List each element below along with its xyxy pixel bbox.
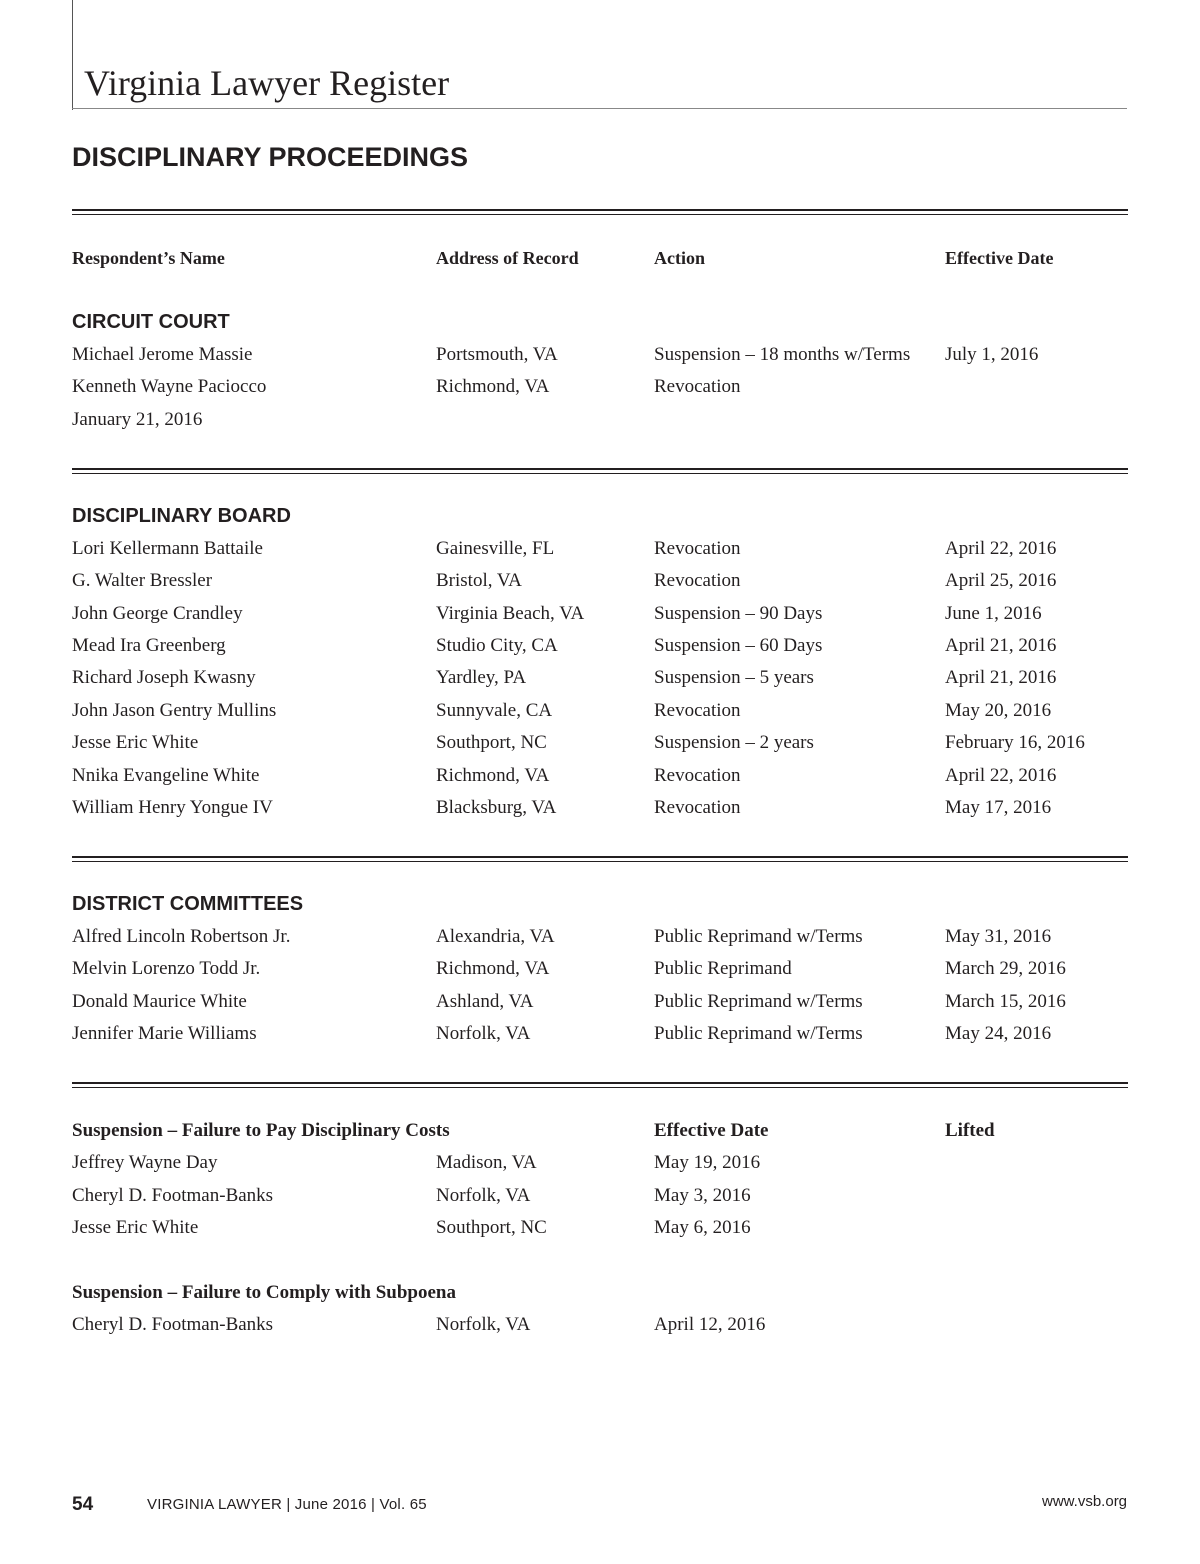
table-cell-name: William Henry Yongue IV [72, 797, 273, 818]
website-url: www.vsb.org [1042, 1493, 1128, 1510]
table-cell-date: April 25, 2016 [945, 570, 1057, 591]
table-cell-address: Studio City, CA [436, 635, 558, 656]
table-cell-date: May 20, 2016 [945, 700, 1052, 721]
table-cell-action: Revocation [654, 376, 741, 397]
table-cell-action: Public Reprimand [654, 958, 792, 979]
header-rule-vertical [72, 0, 73, 110]
page-title: DISCIPLINARY PROCEEDINGS [72, 142, 469, 172]
table-cell-address: Southport, NC [436, 732, 547, 753]
table-cell-address: Richmond, VA [436, 958, 550, 979]
table-cell-address: Yardley, PA [436, 667, 527, 688]
table-cell-date: April 12, 2016 [654, 1314, 766, 1335]
table-cell-address: Norfolk, VA [436, 1023, 531, 1044]
section-divider [72, 468, 1128, 474]
section-divider [72, 856, 1128, 862]
table-cell-action: Public Reprimand w/Terms [654, 926, 863, 947]
table-cell-name: Melvin Lorenzo Todd Jr. [72, 958, 261, 979]
table-cell-date: May 19, 2016 [654, 1152, 761, 1173]
table-cell-action: Revocation [654, 797, 741, 818]
table-cell-address: Gainesville, FL [436, 538, 555, 559]
table-cell-action: Revocation [654, 700, 741, 721]
table-cell-address: Richmond, VA [436, 376, 550, 397]
table-cell-name: Alfred Lincoln Robertson Jr. [72, 926, 291, 947]
table-cell-name: Nnika Evangeline White [72, 765, 260, 786]
table-cell-date: May 17, 2016 [945, 797, 1052, 818]
table-cell-name: Cheryl D. Footman-Banks [72, 1314, 274, 1335]
table-cell-date-overflow: January 21, 2016 [72, 409, 203, 430]
table-cell-address: Virginia Beach, VA [436, 603, 585, 624]
table-cell-address: Richmond, VA [436, 765, 550, 786]
column-header-name: Respondent’s Name [72, 248, 225, 268]
table-cell-name: John Jason Gentry Mullins [72, 700, 277, 721]
section-title-disciplinary-board: DISCIPLINARY BOARD [72, 505, 291, 527]
table-cell-address: Madison, VA [436, 1152, 537, 1173]
table-cell-address: Portsmouth, VA [436, 344, 558, 365]
table-cell-address: Norfolk, VA [436, 1314, 531, 1335]
table-cell-date: April 21, 2016 [945, 667, 1057, 688]
table-cell-action: Revocation [654, 538, 741, 559]
table-cell-date: February 16, 2016 [945, 732, 1085, 753]
table-cell-date: May 31, 2016 [945, 926, 1052, 947]
column-header-date: Effective Date [945, 248, 1054, 268]
table-cell-action: Revocation [654, 765, 741, 786]
table-cell-name: Donald Maurice White [72, 991, 247, 1012]
table-cell-address: Sunnyvale, CA [436, 700, 553, 721]
table-cell-action: Public Reprimand w/Terms [654, 991, 863, 1012]
table-cell-action: Suspension – 90 Days [654, 603, 823, 624]
table-cell-name: Jesse Eric White [72, 732, 199, 753]
column-header-address: Address of Record [436, 248, 579, 268]
section-title-district-committees: DISTRICT COMMITTEES [72, 893, 304, 915]
table-cell-action: Suspension – 18 months w/Terms [654, 344, 911, 365]
table-cell-date: June 1, 2016 [945, 603, 1042, 624]
table-cell-date: May 3, 2016 [654, 1185, 751, 1206]
table-cell-name: Mead Ira Greenberg [72, 635, 226, 656]
table-cell-date: May 24, 2016 [945, 1023, 1052, 1044]
magazine-info: VIRGINIA LAWYER | June 2016 | Vol. 65 [147, 1496, 427, 1513]
table-cell-name: G. Walter Bressler [72, 570, 213, 591]
section-title-failure-to-comply: Suspension – Failure to Comply with Subpoena [72, 1282, 456, 1303]
column-header-effective-date: Effective Date [654, 1120, 769, 1141]
column-header-lifted: Lifted [945, 1120, 995, 1141]
section-divider [72, 209, 1128, 215]
page-number: 54 [72, 1494, 94, 1515]
table-cell-name: Richard Joseph Kwasny [72, 667, 256, 688]
publication-title: Virginia Lawyer Register [84, 63, 450, 103]
table-cell-address: Norfolk, VA [436, 1185, 531, 1206]
table-cell-name: Jennifer Marie Williams [72, 1023, 257, 1044]
table-cell-name: Jesse Eric White [72, 1217, 199, 1238]
table-cell-address: Alexandria, VA [436, 926, 555, 947]
table-cell-address: Blacksburg, VA [436, 797, 557, 818]
table-cell-name: Michael Jerome Massie [72, 344, 253, 365]
table-cell-address: Ashland, VA [436, 991, 534, 1012]
table-cell-date: April 22, 2016 [945, 765, 1057, 786]
column-header-action: Action [654, 248, 705, 268]
table-cell-name: Jeffrey Wayne Day [72, 1152, 218, 1173]
section-title-failure-to-pay: Suspension – Failure to Pay Disciplinary Costs [72, 1120, 450, 1141]
table-cell-action: Revocation [654, 570, 741, 591]
table-cell-date: March 29, 2016 [945, 958, 1066, 979]
header-rule-horizontal [72, 108, 1127, 109]
table-cell-date: April 21, 2016 [945, 635, 1057, 656]
table-cell-date: July 1, 2016 [945, 344, 1039, 365]
section-divider [72, 1082, 1128, 1088]
table-cell-action: Public Reprimand w/Terms [654, 1023, 863, 1044]
table-cell-name: Lori Kellermann Battaile [72, 538, 263, 559]
section-title-circuit-court: CIRCUIT COURT [72, 311, 230, 333]
table-cell-date: April 22, 2016 [945, 538, 1057, 559]
table-cell-date: May 6, 2016 [654, 1217, 751, 1238]
table-cell-date: March 15, 2016 [945, 991, 1066, 1012]
table-cell-address: Bristol, VA [436, 570, 522, 591]
table-cell-name: John George Crandley [72, 603, 243, 624]
table-cell-name: Kenneth Wayne Paciocco [72, 376, 267, 397]
table-cell-address: Southport, NC [436, 1217, 547, 1238]
table-cell-name: Cheryl D. Footman-Banks [72, 1185, 274, 1206]
table-cell-action: Suspension – 5 years [654, 667, 814, 688]
table-cell-action: Suspension – 60 Days [654, 635, 823, 656]
table-cell-action: Suspension – 2 years [654, 732, 814, 753]
